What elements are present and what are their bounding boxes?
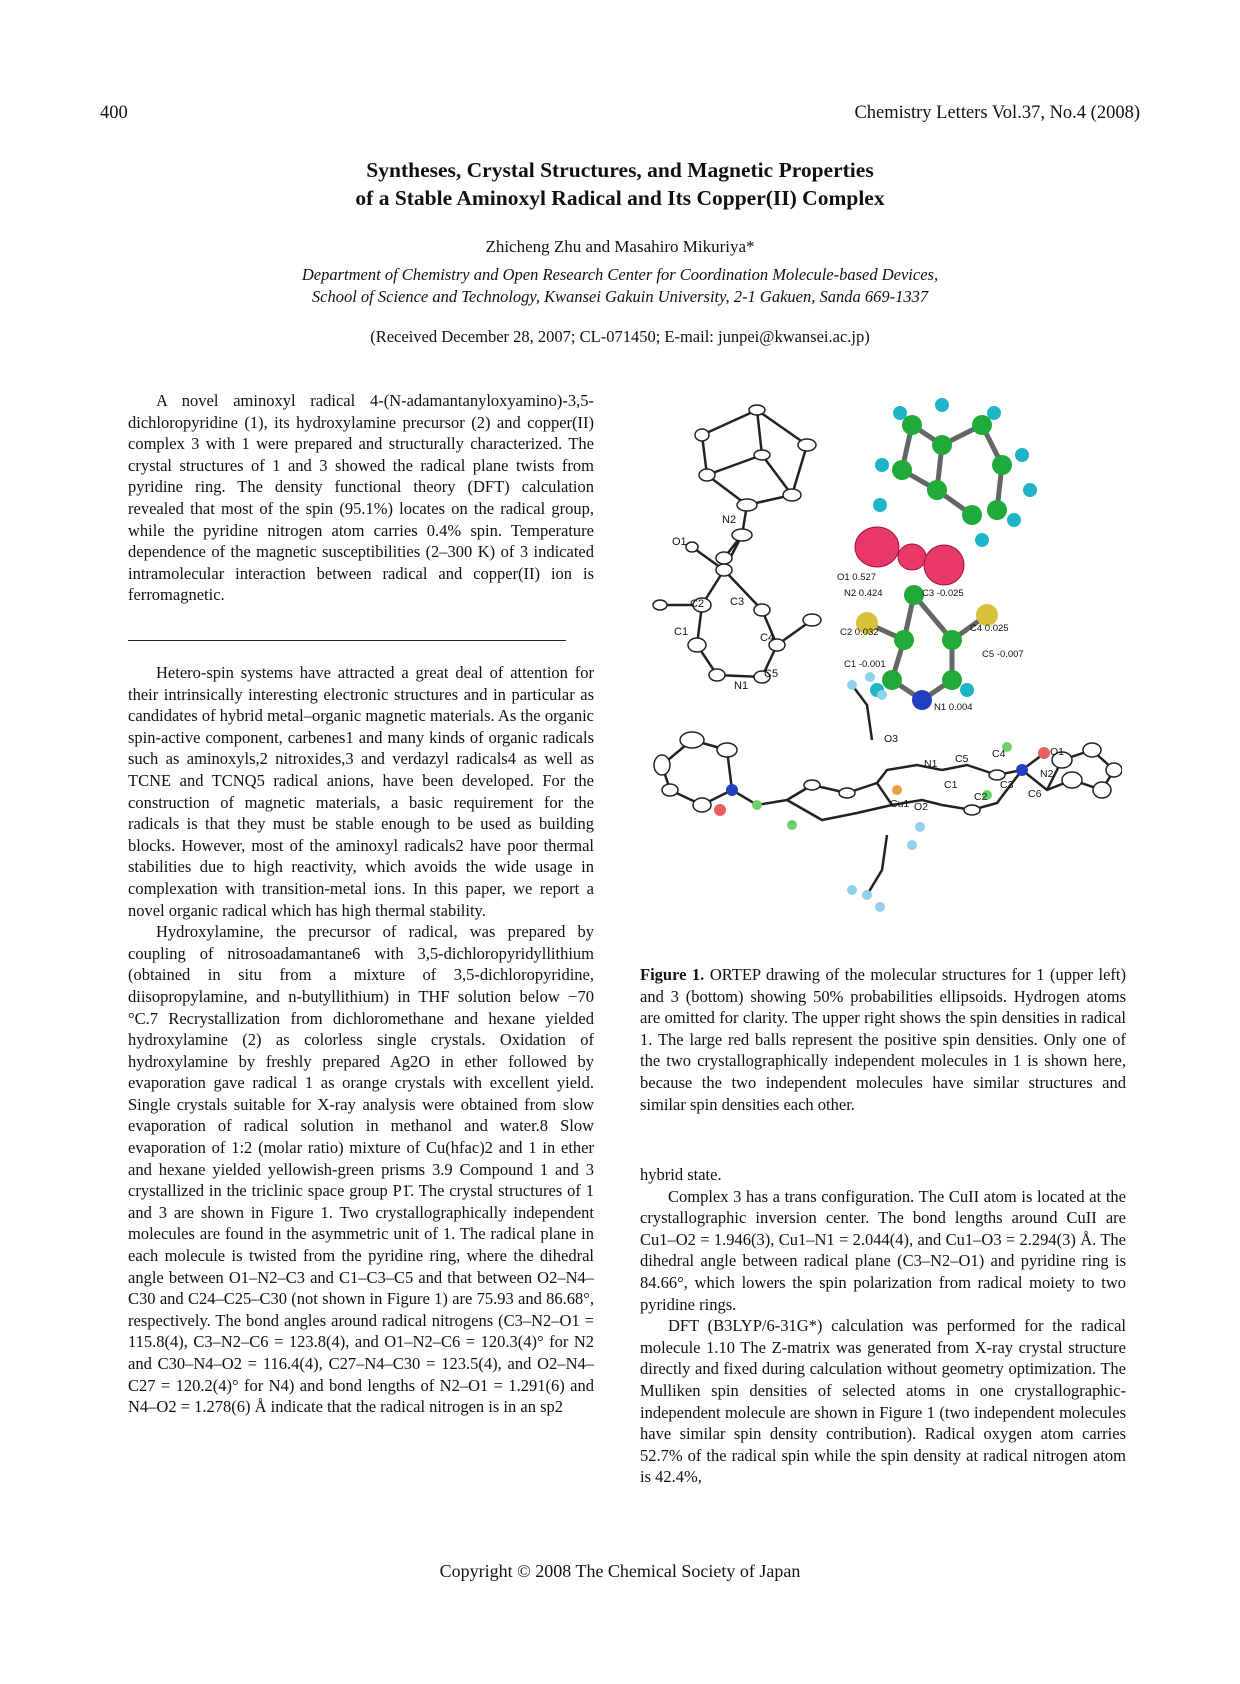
authors: Zhicheng Zhu and Masahiro Mikuriya* (485, 237, 755, 256)
fig-label-b: N2 (1040, 768, 1054, 780)
journal-info: Chemistry Letters Vol.37, No.4 (2008) (854, 103, 1140, 123)
fig-label-b: C2 (974, 791, 988, 803)
fig-label-b: O3 (884, 733, 899, 745)
right-body (640, 1164, 1126, 1488)
fig-label-b: C6 (1028, 788, 1042, 800)
left-body (128, 662, 594, 1418)
title-line-1: Syntheses, Crystal Structures, and Magnetic Properties (366, 158, 874, 182)
body-right-continuation: hybrid state. (640, 1165, 722, 1184)
fig-label-tr: C5 -0.007 (982, 649, 1024, 660)
fig-label-b: C5 (955, 753, 969, 765)
divider (128, 640, 566, 641)
body-paragraph-1: Hetero-spin systems have attracted a great deal of attention for their intrinsically interesting electronic structures and in particular as candidates of hybrid metal–organic magnetic materials. As the organic spin-active component, carbenes1 and many kinds of organic radicals such as aminoxyls,2 nitroxides,3 and verdazyl radicals4 as well as TCNE and TCNQ5 radical anions, have been developed. For the construction of magnetic materials, a basic requirement for the radicals is that they must be stable enough to be used as building blocks. However, most of the aminoxyl radicals2 have poor thermal stabilities due to high reactivity, which avoids the wide usage in complexation with transition-metal ions. In this paper, we report a novel organic radical which has high thermal stability. (128, 663, 594, 920)
affiliation-line-2: School of Science and Technology, Kwansei Gakuin University, 2-1 Gakuen, Sanda 669-1337 (311, 287, 929, 306)
fig-label-tl: C5 (764, 668, 779, 680)
paper-title (0, 156, 1240, 212)
fig-label-tr: O1 0.527 (837, 572, 877, 583)
abstract (128, 390, 594, 606)
affiliation-line-1: Department of Chemistry and Open Research Center for Coordination Molecule-based Devices, (301, 265, 939, 284)
fig-label-b: N1 (924, 758, 938, 770)
fig-label-tl: O1 (672, 536, 687, 548)
caption-text: ORTEP drawing of the molecular structures for 1 (upper left) and 3 (bottom) showing 50% probabilities ellipsoids. Hydrogen atoms are omitted for clarity. The upper right shows the spin densities in radical 1. The large red balls represent the positive spin densities. Only one of the two crystallographically independent molecules in 1 is shown here, because the two independent molecules have similar structures and similar spin densities each other. (640, 965, 1126, 1114)
fig-label-b: C3 (1000, 779, 1014, 791)
fig-label-tr: N1 0.004 (934, 702, 973, 713)
fig-label-tr: N2 0.424 (844, 588, 883, 599)
body-right-paragraph-2: DFT (B3LYP/6-31G*) calculation was performed for the radical molecule 1.10 The Z-matrix was generated from X-ray crystal structure directly and fixed during calculation without geometry optimization. The Mulliken spin densities of selected atoms in one crystallographic-independent molecule are shown in Figure 1 (two independent molecules have similar spin density contribution). Radical oxygen atom carries 52.7% of the radical spin while the spin density at radical nitrogen atom is 42.4%, (640, 1316, 1126, 1487)
fig-label-tr: C1 -0.001 (844, 659, 886, 670)
page-number: 400 (100, 103, 128, 123)
body-right-paragraph-1: Complex 3 has a trans configuration. The CuII atom is located at the crystallographic inversion center. The bond lengths around CuII are Cu1–O2 = 1.946(3), Cu1–N1 = 2.044(4), and Cu1–O3 = 2.294(3) Å. The dihedral angle between radical plane (C3–N2–O1) and pyridine ring is 84.66°, which lowers the spin polarization from radical moiety to two pyridine rings. (640, 1186, 1126, 1314)
title-line-2: of a Stable Aminoxyl Radical and Its Copper(II) Complex (355, 186, 885, 210)
fig-label-b: O1 (1050, 746, 1065, 758)
caption-label: Figure 1. (640, 965, 705, 984)
abstract-text: A novel aminoxyl radical 4-(N-adamantanyloxyamino)-3,5-dichloropyridine (1), its hydroxylamine precursor (2) and copper(II) complex 3 with 1 were prepared and structurally characterized. The crystal structures of 1 and 3 showed the radical plane twists from pyridine ring. The density functional theory (DFT) calculation revealed that most of the spin (95.1%) locates on the radical group, while the pyridine nitrogen atom carries 0.4% spin. Temperature dependence of the magnetic susceptibilities (2–300 K) of 3 indicated intramolecular interaction between radical and copper(II) ion is ferromagnetic. (128, 391, 594, 605)
affiliation (0, 264, 1240, 308)
fig-label-tl: C3 (730, 596, 745, 608)
fig-label-tr: C4 0.025 (970, 623, 1009, 634)
fig-label-tl: N1 (734, 680, 749, 692)
fig-label-tl: C4 (760, 632, 775, 644)
fig-label-b: C4 (992, 748, 1006, 760)
fig-label-tl: C1 (674, 626, 689, 638)
fig-label-tl: C2 (690, 598, 705, 610)
fig-label-b: O2 (914, 801, 929, 813)
copyright-footer: Copyright © 2008 The Chemical Society of Japan (439, 1561, 801, 1581)
fig-label-b: Cu1 (890, 798, 910, 810)
figure-1-image (652, 395, 1122, 955)
fig-label-b: C1 (944, 779, 958, 791)
fig-label-tl: N2 (722, 514, 737, 526)
fig-label-tr: C3 -0.025 (922, 588, 964, 599)
figure-caption (640, 964, 1126, 1115)
body-paragraph-2: Hydroxylamine, the precursor of radical, was prepared by coupling of nitrosoadamantane6 with 3,5-dichloropyridyllithium (obtained in situ from a mixture of 3,5-dichloropyridine, diisopropylamine, and n-butyllithium) in THF solution below −70 °C.7 Recrystallization from dichloromethane and hexane yielded hydroxylamine (2) as colorless single crystals. Oxidation of hydroxylamine by freshly prepared Ag2O in ether followed by evaporation gave radical 1 as orange crystals with excellent yield. Single crystals suitable for X-ray analysis were obtained from slow evaporation of radical solution in methanol and water.8 Slow evaporation of 1:2 (molar ratio) mixture of Cu(hfac)2 and 1 in ether and hexane yielded yellowish-green prisms 3.9 Compound 1 and 3 crystallized in the triclinic space group P1̄. The crystal structures of 1 and 3 are shown in Figure 1. Two crystallographically independent molecules are found in the asymmetric unit of 1. The radical plane in each molecule is twisted from the pyridine ring, where the dihedral angle between O1–N2–C3 and C1–C3–C5 and that between O2–N4–C30 and C24–C25–C30 (not shown in Figure 1) are 75.93 and 86.68°, respectively. The bond angles around radical nitrogens (C3–N2–O1 = 115.8(4), C3–N2–C6 = 123.8(4), and O1–N2–C6 = 120.3(4)° for N2 and C30–N4–O2 = 116.4(4), C27–N4–C30 = 123.5(4), and O2–N4–C27 = 120.2(4)° for N4) and bond lengths of N2–O1 = 1.291(6) and N4–O2 = 1.278(6) Å indicate that the radical nitrogen is in an sp2 (128, 922, 594, 1417)
fig-label-tr: C2 0.032 (840, 627, 879, 638)
received-line: (Received December 28, 2007; CL-071450; E-mail: junpei@kwansei.ac.jp) (370, 327, 870, 346)
